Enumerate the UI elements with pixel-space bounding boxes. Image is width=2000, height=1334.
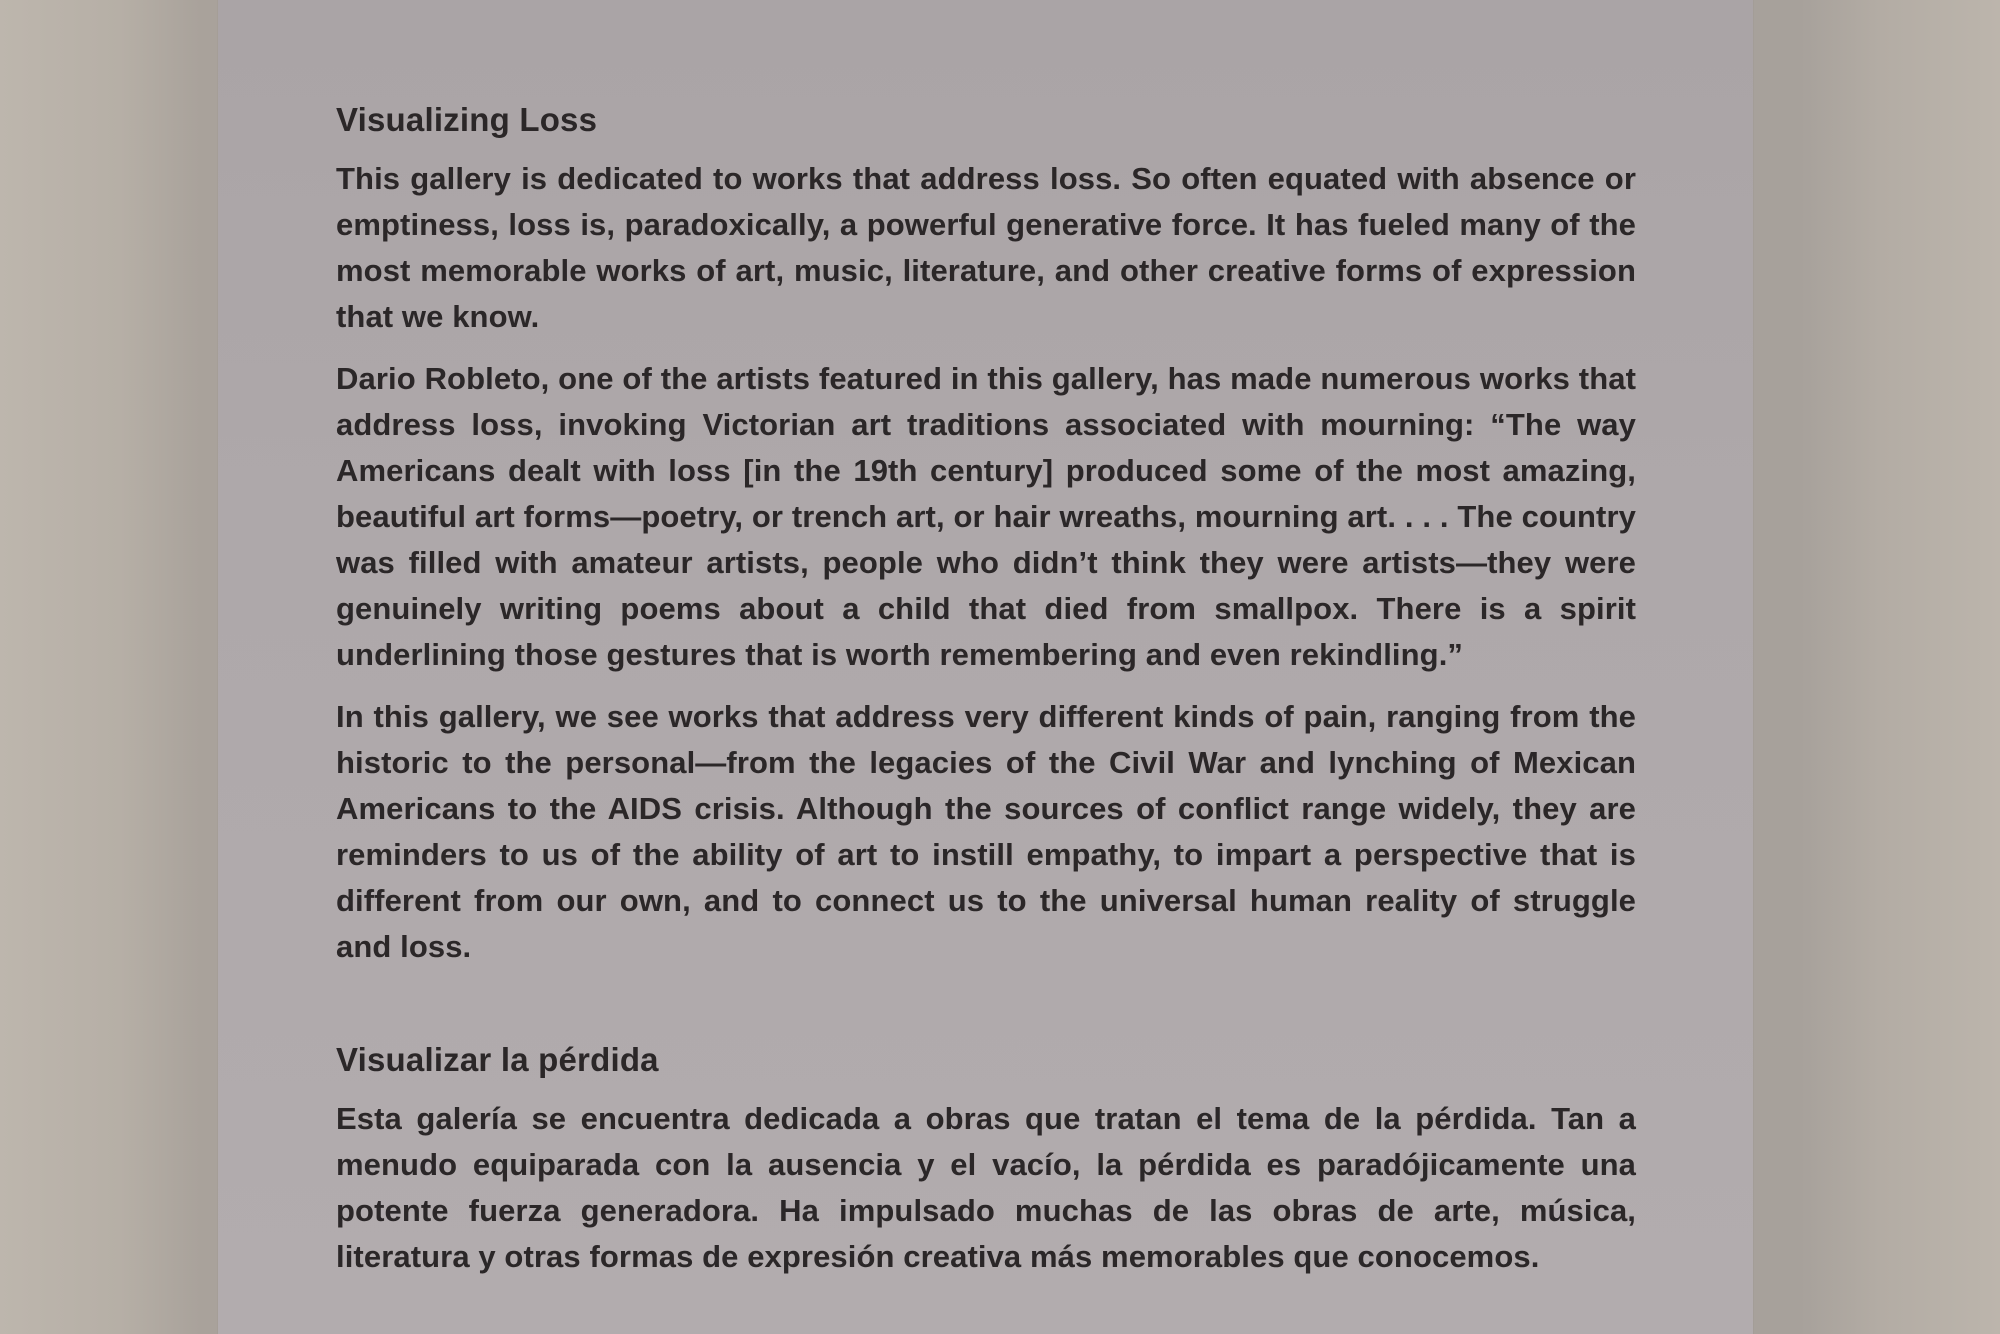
- spanish-paragraph-1: Esta galería se encuentra dedicada a obras que tratan el tema de la pérdida. Tan a menudo equiparada con la ausencia y el vacío, la pérdida es paradójicamente una potente fuerza generadora. Ha impulsado muchas de las obras de arte, música, literatura y otras formas de expresión creativa más memorables que conocemos.: [336, 1101, 1636, 1274]
- english-paragraph-3: In this gallery, we see works that address very different kinds of pain, ranging from the historic to the personal—from the legacies of the Civil War and lynching of Mexican Americans to the AIDS crisis. Although the sources of conflict range widely, they are reminders to us of the ability of art to instill empathy, to impart a perspective that is different from our own, and to connect us to the universal human reality of struggle and loss.: [336, 699, 1636, 964]
- english-title: Visualizing Loss: [336, 101, 598, 138]
- english-paragraph-2: Dario Robleto, one of the artists featured in this gallery, has made numerous works that address loss, invoking Victorian art traditions associated with mourning: “The way Americans dealt with loss [in the 19th century] produced some of the most amazing, beautiful art forms—poetry, or trench art, or hair wreaths, mourning art. . . . The country was filled with amateur artists, people who didn’t think they were artists—they were genuinely writing poems about a child that died from smallpox. There is a spirit underlining those gestures that is worth remembering and even rekindling.”: [336, 361, 1636, 672]
- spanish-title: Visualizar la pérdida: [336, 1041, 659, 1078]
- english-paragraph-1: This gallery is dedicated to works that address loss. So often equated with absence or emptiness, loss is, paradoxically, a powerful generative force. It has fueled many of the most memorable works of art, music, literature, and other creative forms of expression that we know.: [336, 161, 1636, 334]
- section-spacer: [336, 986, 1636, 1038]
- wall-text-content: [336, 98, 1636, 1296]
